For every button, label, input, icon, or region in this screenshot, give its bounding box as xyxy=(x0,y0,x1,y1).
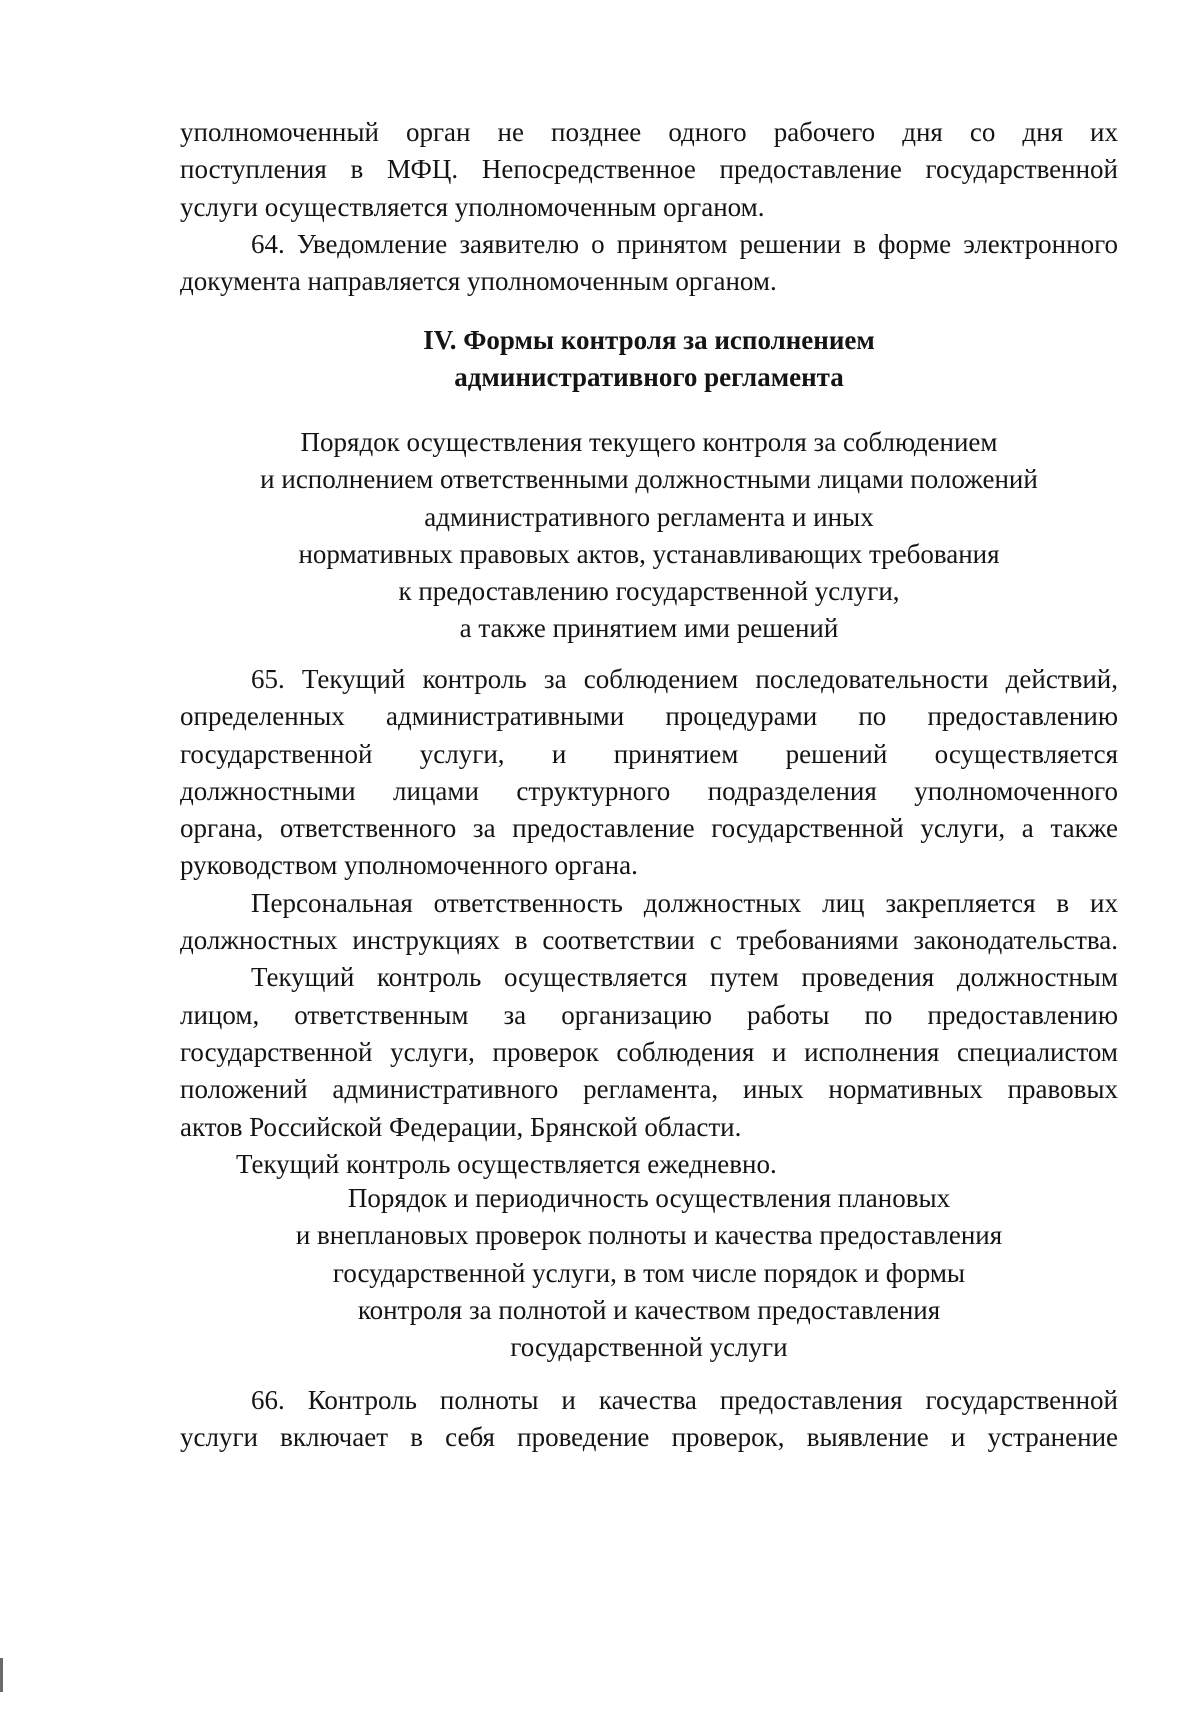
subheading-line: административного регламента и иных xyxy=(424,501,874,532)
item-64-line: 64. Уведомление заявителю о принятом решении в форме электронного xyxy=(251,228,1118,259)
item-65-line: 65. Текущий контроль за соблюдением последовательности действий, xyxy=(251,664,1118,694)
paragraph-start-line: Текущий контроль осуществляется ежедневно. xyxy=(236,1148,777,1179)
subheading-line: контроля за полнотой и качеством предоставления xyxy=(357,1294,941,1325)
subheading-line: государственной услуги xyxy=(510,1332,788,1363)
text-line: уполномоченный орган не позднее одного рабочего дня со дня их xyxy=(180,117,1118,147)
section-title xyxy=(180,322,1118,397)
subheading-line: а также принятием ими решений xyxy=(459,613,839,644)
subheading-line: Порядок осуществления текущего контроля за соблюдением xyxy=(300,427,998,457)
text-line: положений административного регламента, иных нормативных правовых xyxy=(180,1074,1118,1105)
text-line: поступления в МФЦ. Непосредственное предоставление государственной xyxy=(180,154,1118,185)
subheading-line: Порядок и периодичность осуществления плановых xyxy=(347,1183,951,1213)
text-line: документа направляется уполномоченным органом. xyxy=(180,266,777,297)
paragraph-block-2 xyxy=(180,661,1118,1183)
text-line: должностными лицами структурного подразделения уполномоченного xyxy=(180,775,1118,806)
paragraph-block-1 xyxy=(180,114,1118,300)
paragraph-start-line: Персональная ответственность должностных лиц закрепляется в их xyxy=(251,887,1118,918)
text-line: государственной услуги, проверок соблюдения и исполнения специалистом xyxy=(180,1036,1118,1067)
subheading-line: государственной услуги, в том числе порядок и формы xyxy=(332,1257,966,1288)
text-line: руководством уполномоченного органа. xyxy=(180,850,638,881)
subheading-line: и внеплановых проверок полноты и качества предоставления xyxy=(295,1220,1003,1251)
text-line: органа, ответственного за предоставление государственной услуги, а также xyxy=(180,813,1118,844)
text-line: государственной услуги, и принятием решений осуществляется xyxy=(180,738,1118,769)
text-line: актов Российской Федерации, Брянской области. xyxy=(180,1111,742,1142)
section-title-line: административного регламента xyxy=(454,362,844,393)
section-title-line: IV. Формы контроля за исполнением xyxy=(423,325,875,355)
item-66-line: 66. Контроль полноты и качества предоставления государственной xyxy=(251,1385,1118,1415)
scan-edge-mark xyxy=(0,1658,3,1692)
subheading-line: нормативных правовых актов, устанавливающих требования xyxy=(298,538,1000,569)
text-line: лицом, ответственным за организацию работы по предоставлению xyxy=(180,999,1118,1030)
subheading-inspections xyxy=(180,1180,1118,1366)
text-line: услуги включает в себя проведение проверок, выявление и устранение xyxy=(180,1422,1118,1453)
subheading-line: к предоставлению государственной услуги, xyxy=(398,576,900,607)
subheading-current-control xyxy=(180,424,1118,648)
text-line: определенных административными процедурами по предоставлению xyxy=(180,701,1118,732)
text-line: услуги осуществляется уполномоченным органом. xyxy=(180,191,765,222)
paragraph-block-3 xyxy=(180,1382,1118,1457)
paragraph-start-line: Текущий контроль осуществляется путем проведения должностным xyxy=(251,962,1118,993)
text-line: должностных инструкциях в соответствии с требованиями законодательства. xyxy=(180,925,1118,956)
subheading-line: и исполнением ответственными должностными лицами положений xyxy=(260,464,1038,495)
